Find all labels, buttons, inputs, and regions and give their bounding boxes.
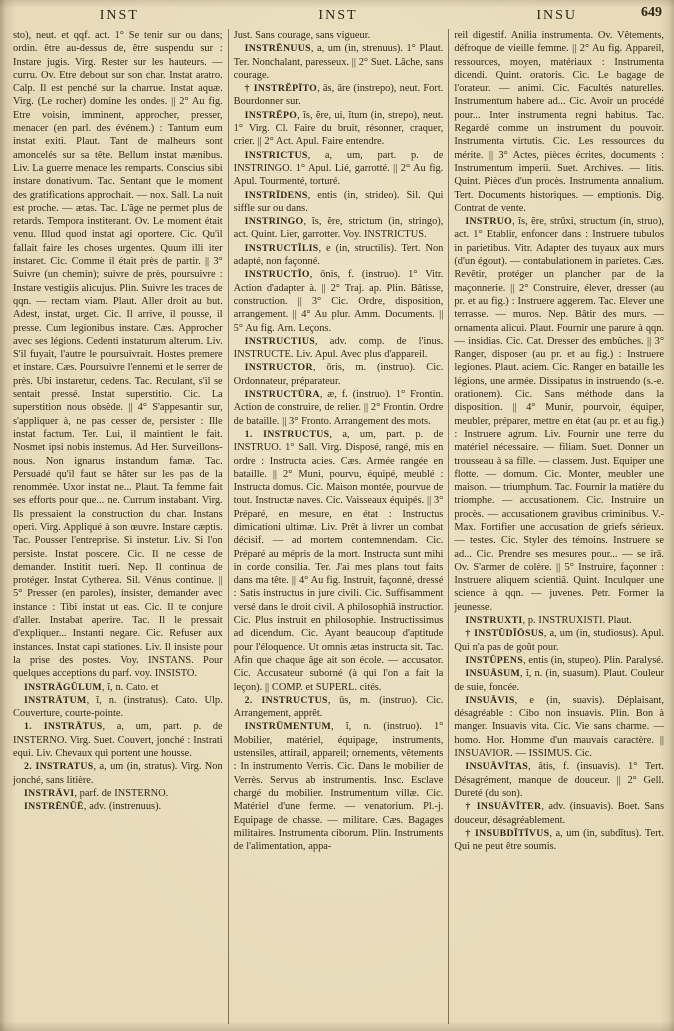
headword: INSUĀVIS	[465, 694, 515, 706]
headword: INSTRĀGŬLUM	[24, 681, 102, 693]
headword: INSTRĔPO	[244, 109, 298, 121]
dictionary-entry: 2. INSTRUCTUS, ūs, m. (instruo). Cic. Arrangement, apprêt.	[233, 694, 444, 720]
dictionary-entry: INSTRUO, ĭs, ĕre, strŭxi, structum (in, struo), act. 1° Etablir, enfoncer dans : Instruere tubulos in parietibus. Vitr. Adapter des tuyaux aux murs (d'un égout). — contabulationem in parietes. Cæs. Revêtir, protéger un plancher par de la maçonnerie. || 2° Construire, élever, dresser (au pr. et au fig.) : Instruere aggerem. Tac. Elever une terrasse. — muros. Nep. Bâtir des murs. — ornamenta alicui. Plaut. Fournir une parure à qqn. — insidias. Cic. Cat. Dresser des embûches. || 3° Ranger, disposer (au pr. et au fig.) : Instruere legiones. Plaut. aciem. Cic. Ranger en bataille les légions, une armée. Dissipatus in instruendo (s.-e. orationem). Cic. Sans méthode dans la disposition. || 4° Munir, pourvoir, équiper, meubler, préparer, mettre en état (au pr. et au fig.) : Instruere agrum. Liv. Fournir une terre du matériel nécessaire. — filiam. Suet. Donner un trousseau à sa fille. — classem. Just. Equiper une flotte. — domum. Cic. Monter, meubler une maison. — triumphum. Tac. Fournir la matière du triomphe. — accusationem. Cic. Instruire un procès. — accusationem gravibus criminibus. V.-Max. Fortifier une accusation de griefs sérieux. — testes. Cic. Styler des témoins. Instruere se ad... Cic. Prendre ses mesures pour... — se irā. Ov. S'armer de colère. || 5° Instruire, façonner : Instruere aliquem scientiā. Quint. Inculquer une science à qqn. — juvenes. Petr. Former la jeunesse.	[454, 216, 665, 613]
dictionary-entry: INSTRUCTĬLIS, e (in, structilis). Tert. Non adapté, non façonné.	[233, 242, 444, 268]
dictionary-entry: INSTRĒNUUS, a, um (in, strenuus). 1° Plaut. Ter. Nonchalant, paresseux. || 2° Suet. Lâche, sans courage.	[233, 43, 444, 81]
dictionary-entry: INSTRĀGŬLUM, ĭ, n. Cato. et	[24, 681, 159, 693]
headword: INSTRUCTŪRA	[244, 389, 320, 401]
headword: INSTRĒNŬĒ	[24, 801, 84, 813]
dictionary-entry: INSTRĒNŬĒ, adv. (instrenuus).	[24, 801, 162, 813]
headword: INSTRŪMENTUM	[244, 721, 332, 733]
headword: INSTRUCTĬO	[244, 269, 310, 281]
dictionary-entry: INSTRUCTĬO, ōnis, f. (instruo). 1° Vitr. Action d'adapter à. || 2° Traj. ap. Plin. Bâtisse, construction. || 3° Cic. Ordre, disposition, arrangement. || 4° Au plur. Amm. Documents. || 5° Au fig. Arn. Leçons.	[233, 269, 444, 334]
headword: INSTRINGO	[244, 216, 304, 228]
continuation-paragraph: Just. Sans courage, sans vigueur.	[233, 30, 371, 41]
dictionary-entry: INSTRĀTUM, ĭ, n. (instratus). Cato. Ulp. Couverture, courte-pointe.	[13, 694, 223, 720]
page-number: 649	[641, 5, 662, 20]
dictionary-entry: INSTRĔPO, ĭs, ĕre, ui, ĭtum (in, strepo), neut. 1° Virg. Cl. Faire du bruit, résonner, craquer, crier. || 2° Act. Apul. Faire entendre.	[233, 109, 444, 148]
dictionary-entry: INSTRĀVI, parf. de INSTERNO.	[24, 787, 169, 799]
headword: † INSTRĔPĪTO	[244, 83, 318, 95]
headword: INSTRUXTI	[465, 615, 523, 627]
column-3	[448, 29, 669, 1024]
headword: INSTRUCTOR	[244, 362, 313, 374]
headword: † INSUĀVĬTER	[465, 801, 542, 813]
headword: INSTRĀVI	[24, 787, 75, 799]
headword: INSUĀSUM	[465, 668, 521, 680]
continuation-paragraph: reil digestif. Anilia instrumenta. Ov. Vêtements, défroque de vieille femme. || 2° Au fig. Appareil, ressources, moyen, matériaux : Instrumenta dicendi. Quint. oratoris. Cic. Le bagage de l'orateur. — animi. Cic. Facultés naturelles. Instrumentum habere ad... Cic. Avoir un procédé pour... Inter instrumenta regni habitus. Tac. Regardé comme un instrument du pouvoir. Instrumenta virtutis. Cic. Les ressources du mérite. || 3° Actes, pièces écrites, documents : Instrumentum imperii. Suet. Archives. — litis. Quint. Pièces d'un procès. Instrumenta annalium. Tert. Documents historiques. — emptionis. Dig. Contrat de vente.	[454, 30, 665, 214]
dictionary-entry: † INSTRĔPĪTO, ās, āre (instrepo), neut. Fort. Bourdonner sur.	[233, 83, 444, 108]
continuation-paragraph: sto), neut. et qqf. act. 1° Se tenir sur ou dans; ordin. être au-dessus de, être suspendu sur : Instare jugis. Virg. Rester sur les hauteurs. — curru. Ov. Etre debout sur son char. Instat aratro. Calp. Il est penché sur la charrue. Instat aquæ. Virg. (Le rocher) domine les ondes. || 2° Au fig. Etre voisin, imminent, approcher, presser, menacer (en parl. des événem.) : Tantum eum instat exiti. Plaut. Tant de malheurs sont amoncelés sur sa tête. Bellum instat mænibus. Liv. La guerre menace les remparts. Conscius sibi instare donativum. Tac. Sentant que le moment des gratifications approchait. — nox. Sall. La nuit est proche. — ætas. Tac. L'âge ne permet plus de retards. Tempora institerant. Ov. Le moment était venu. Illud quod instat agi oportere. Cic. Qu'il fallait faire les choses urgentes. Quum illi iter instaret. Cic. Comme il était près de partir. || 3° Suivre (un chemin); suivre de près, poursuivre : Instare vestigiis alicujus. Plin. Suivre les traces de qqn. — rectam viam. Plaut. Aller droit au but. Adest, instat, urget. Cic. Il arrive, il pousse, il presse. Cum legionibus instare. Cæs. Approcher avec ses légions. Cedenti instaturum alterum. Liv. S'il fuyait, l'autre le poursuivrait. Hostes premere et instare. Cæs. Poursuivre l'ennemi et le serrer de près. Ubi instaretur, cedens. Tac. Reculant, s'il se sentait pressé. Instat superstitio. Cic. La superstition nous obsède. || 4° S'appesantir sur, s'appliquer à, ne pas cesser de, persister : Ille instat factum. Ter. Lui, il maintient le fait. Nosmet ipsi nobis instemus. Ad Her. Surveillons-nous. Non ignarus instandum famæ. Tac. Persuadé qu'il faut se hâter sur les pas de la renommée. Uxor instat ne... Plaut. Ta femme fait ses efforts pour que... ne. Currum instabant. Virg. Ils pressaient la construction du char. Instans operi. Virg. Appliqué à son œuvre. Instare cæptis. Tac. Pousser l'entreprise. Si instetur. Liv. Si l'on persiste. Instat poscere. Cic. Il ne cesse de demander. Institit tueri. Nep. Il continua de protéger. Instat Cytherea. Sil. Vénus continue. || 5° Presser (en paroles), insister, demander avec instance : Tibi instat ut eas. Cic. Il te conjure d'aller. Instabat aperire. Tac. Il le pressait d'expliquer... Instanti negare. Cic. Refuser aux instances. Instat capi stationes. Liv. Il insiste pour la prise des postes. Voy. INSTANS. Pour quelques acceptions du parf. voy. INSISTO.	[13, 30, 223, 680]
column-2	[228, 29, 449, 1024]
column-1	[8, 29, 228, 1024]
headword: 1. INSTRĀTUS	[24, 721, 103, 733]
headword: 2. INSTRUCTUS	[244, 694, 328, 706]
dictionary-entry: INSUĀSUM, ĭ, n. (in, suasum). Plaut. Couleur de suie, foncée.	[454, 668, 665, 693]
dictionary-entry: INSTRUCTIUS, adv. comp. de l'inus. INSTRUCTE. Liv. Apul. Avec plus d'appareil.	[233, 335, 444, 361]
headword: INSTRĒNUUS	[244, 43, 311, 55]
running-head-center: INST	[318, 8, 358, 23]
headword: † INSTŬDĬŌSUS	[465, 628, 544, 640]
running-head-right: INSU	[536, 8, 577, 23]
dictionary-entry: INSUĀVĬTAS, ātis, f. (insuavis). 1° Tert. Désagrément, manque de douceur. || 2° Gell. Dureté (du son).	[454, 761, 665, 799]
headword: INSTRICTUS	[244, 149, 308, 161]
dictionary-entry: INSUĀVIS, e (in, suavis). Déplaisant, désagréable : Cibo non insuavis. Plin. Bon à manger. Insuavis vita. Cic. Vie sans charme. — homo. Hor. Homme d'un mauvais caractère. || INSUAVIOR. — ISSIMUS. Cic.	[454, 694, 665, 760]
headword: INSUĀVĬTAS	[465, 761, 529, 773]
dictionary-entry: INSTŬPENS, entis (in, stupeo). Plin. Paralysé.	[465, 654, 664, 666]
dictionary-entry: 1. INSTRUCTUS, a, um, part. p. de INSTRUO. 1° Sall. Virg. Disposé, rangé, mis en ordre : Instructa acies. Cæs. Armée rangée en bataille. || 2° Muni, pourvu, équipé, meublé : Instructa domus. Cic. Maison montée, pourvue de tout. Instructæ naves. Cic. Vaisseaux équipés. || 3° Préparé, en mesure, en état : Instructus dimicationi ultimæ. Liv. Prêt à livrer un combat décisif. — ad mortem contemnendam. Cic. Préparé au mépris de la mort. Instructa sunt mihi in corde consilia. Ter. J'ai mes plans tout faits dans ma tête. || 4° Au fig. Instruit, façonné, dressé : Satis instructus in jure civili. Cic. Suffisamment versé dans le droit civil. A philosophiā instructior. Cic. Plus instruit en philosophie. Instructissimus ad dicendum. Cic. Ayant beaucoup d'aptitude pour l'éloquence. Ut omnis ætas instructa sit. Tac. Afin que chaque âge ait son école. — accusator. Cic. Accusateur suborné (à qui l'on a fait la leçon). || COMP. et SUPERL. cités.	[233, 428, 444, 693]
dictionary-entry: INSTRICTUS, a, um, part. p. de INSTRINGO. 1° Apul. Lié, garrotté. || 2° Au fig. Apul. Tourmenté, torturé.	[233, 149, 444, 188]
dictionary-entry: INSTRĪDENS, entis (in, strideo). Sil. Qui siffle sur ou dans.	[233, 189, 444, 214]
headword: INSTRUO	[465, 216, 513, 228]
dictionary-entry: 1. INSTRĀTUS, a, um, part. p. de INSTERNO. Virg. Suet. Couvert, jonché : Instrati equi. Liv. Chevaux qui portent une housse.	[13, 721, 223, 760]
headword: 2. INSTRATUS	[24, 761, 94, 773]
dictionary-entry: INSTRŪMENTUM, ĭ, n. (instruo). 1° Mobilier, matériel, équipage, instruments, ustensiles, attirail, appareil; ornements, vêtements : In instrumento Verris. Cic. Dans le mobilier de Verrès. Servus ab instrumentis. Insc. Esclave chargé du mobilier. Instrumentum villæ. Cic. Matériel d'une ferme. — venatorium. Pl.-j. Equipage de chasse. — militare. Cæs. Bagages militaires. Instrumenta ciborum. Plin. Instruments de l'alimentation, appa-	[233, 721, 444, 853]
dictionary-entry: INSTRUCTŪRA, æ, f. (instruo). 1° Frontin. Action de construire, de relier. || 2° Frontin. Ordre de bataille. || 3° Fronto. Arrangement des mots.	[233, 389, 444, 427]
dictionary-entry: INSTRINGO, ĭs, ĕre, strictum (in, stringo), act. Quint. Lier, garrotter. Voy. INSTRICTUS.	[233, 216, 444, 241]
dictionary-entry: † INSUĀVĬTER, adv. (insuavis). Boet. Sans douceur, désagréablement.	[454, 801, 664, 826]
text-columns	[8, 29, 669, 1027]
page-header	[10, 5, 666, 27]
headword: † INSUBDĬTĪVUS	[465, 827, 550, 839]
headword: INSTRĪDENS	[244, 189, 308, 201]
dictionary-entry: 2. INSTRATUS, a, um (in, stratus). Virg. Non jonché, sans litière.	[13, 761, 223, 786]
dictionary-entry: INSTRUCTOR, ōris, m. (instruo). Cic. Ordonnateur, préparateur.	[233, 362, 444, 387]
headword: INSTRUCTIUS	[244, 335, 315, 347]
dictionary-entry: † INSTŬDĬŌSUS, a, um (in, studiosus). Apul. Qui n'a pas de goût pour.	[454, 628, 665, 653]
headword: INSTRĀTUM	[24, 694, 87, 706]
headword: INSTRUCTĬLIS	[244, 242, 319, 254]
headword: 1. INSTRUCTUS	[244, 428, 330, 440]
dictionary-entry: INSTRUXTI, p. INSTRUXISTI. Plaut.	[465, 615, 632, 627]
dictionary-entry: † INSUBDĬTĪVUS, a, um (in, subdĭtus). Tert. Qui ne peut être soumis.	[454, 827, 665, 853]
running-head-left: INST	[99, 8, 139, 23]
headword: INSTŬPENS	[465, 654, 524, 666]
